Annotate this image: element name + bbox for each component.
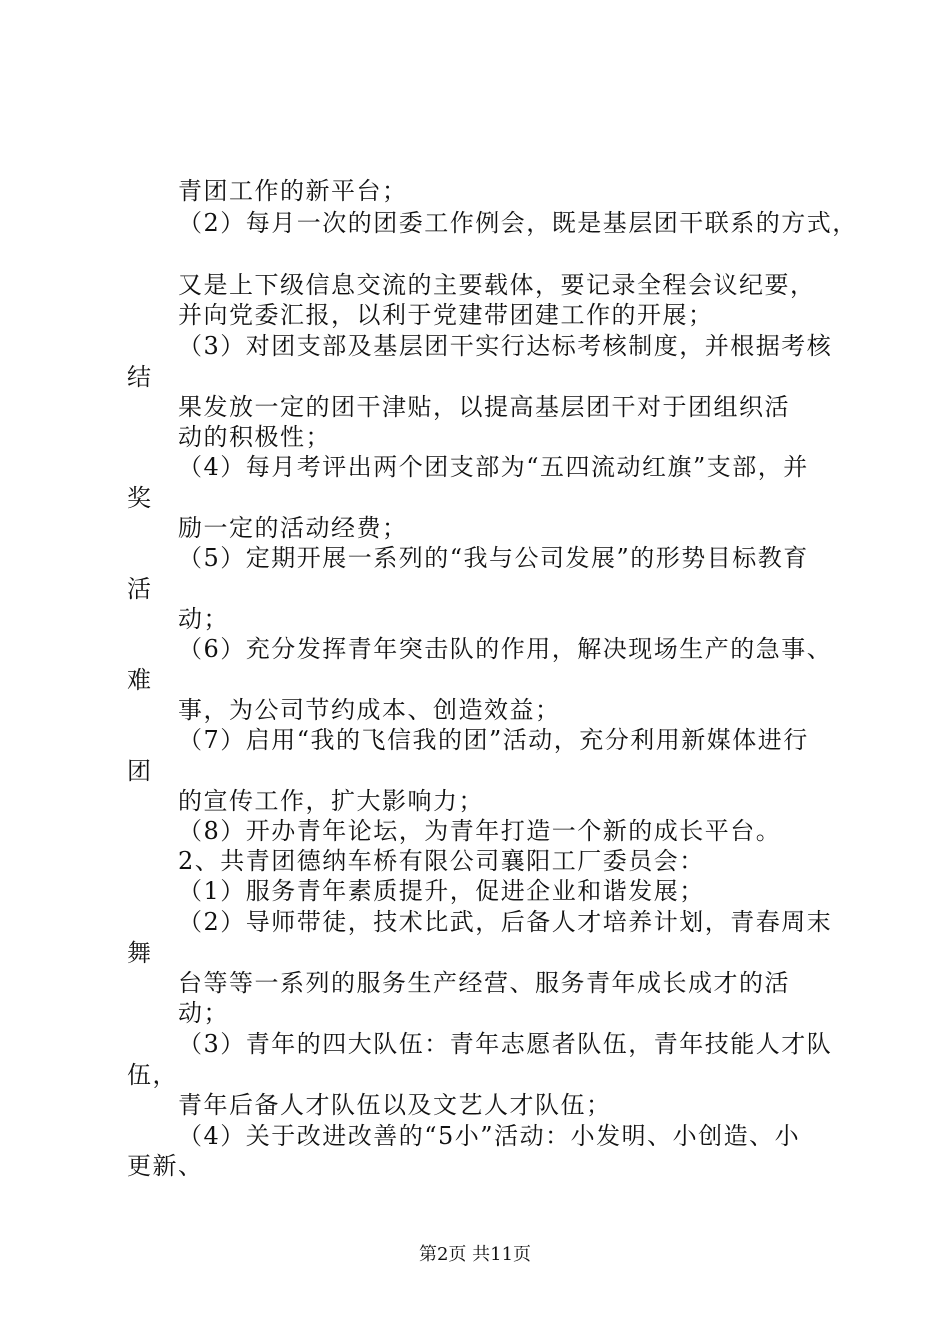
text-line: 动； — [178, 605, 229, 633]
text-line: 难 — [127, 666, 153, 694]
text-line: 团 — [127, 757, 153, 785]
text-line: 动； — [178, 999, 229, 1027]
text-line: （6）充分发挥青年突击队的作用，解决现场生产的急事、 — [178, 635, 833, 663]
text-line: 并向党委汇报，以利于党建带团建工作的开展； — [178, 301, 714, 329]
page-footer — [0, 1244, 950, 1266]
text-line: （2）导师带徒，技术比武，后备人才培养计划，青春周末 — [178, 908, 833, 936]
text-line: （4）每月考评出两个团支部为“五四流动红旗”支部，并 — [178, 453, 809, 481]
text-line: 果发放一定的团干津贴，以提高基层团干对于团组织活 — [178, 393, 790, 421]
text-line: 励一定的活动经费； — [178, 514, 408, 542]
text-line: （1）服务青年素质提升，促进企业和谐发展； — [178, 877, 705, 905]
text-line: 又是上下级信息交流的主要载体，要记录全程会议纪要， — [178, 271, 816, 299]
text-line: （5）定期开展一系列的“我与公司发展”的形势目标教育 — [178, 544, 809, 572]
text-line: （7）启用“我的飞信我的团”活动，充分利用新媒体进行 — [178, 726, 809, 754]
text-line: 活 — [127, 575, 153, 603]
text-line: 动的积极性； — [178, 423, 331, 451]
text-line: （8）开办青年论坛，为青年打造一个新的成长平台。 — [178, 817, 782, 845]
text-line: 台等等一系列的服务生产经营、服务青年成长成才的活 — [178, 969, 790, 997]
text-line: 更新、 — [127, 1152, 204, 1180]
text-line: 奖 — [127, 484, 153, 512]
text-line: （4）关于改进改善的“5小”活动：小发明、小创造、小 — [178, 1122, 801, 1150]
text-line: 青年后备人才队伍以及文艺人才队伍； — [178, 1091, 612, 1119]
page-number: 第2页 共11页 — [418, 1244, 532, 1265]
text-line: 青团工作的新平台； — [178, 177, 408, 205]
text-line: 事，为公司节约成本、创造效益； — [178, 696, 561, 724]
text-line: 结 — [127, 363, 153, 391]
text-line: （2）每月一次的团委工作例会，既是基层团干联系的方式， — [178, 209, 858, 237]
text-line: 伍， — [127, 1061, 178, 1089]
text-line: （3）青年的四大队伍：青年志愿者队伍，青年技能人才队 — [178, 1030, 833, 1058]
text-line: 的宣传工作，扩大影响力； — [178, 787, 484, 815]
text-line: 舞 — [127, 939, 153, 967]
text-line: 2、共青团德纳车桥有限公司襄阳工厂委员会： — [178, 847, 705, 875]
text-line: （3）对团支部及基层团干实行达标考核制度，并根据考核 — [178, 332, 833, 360]
